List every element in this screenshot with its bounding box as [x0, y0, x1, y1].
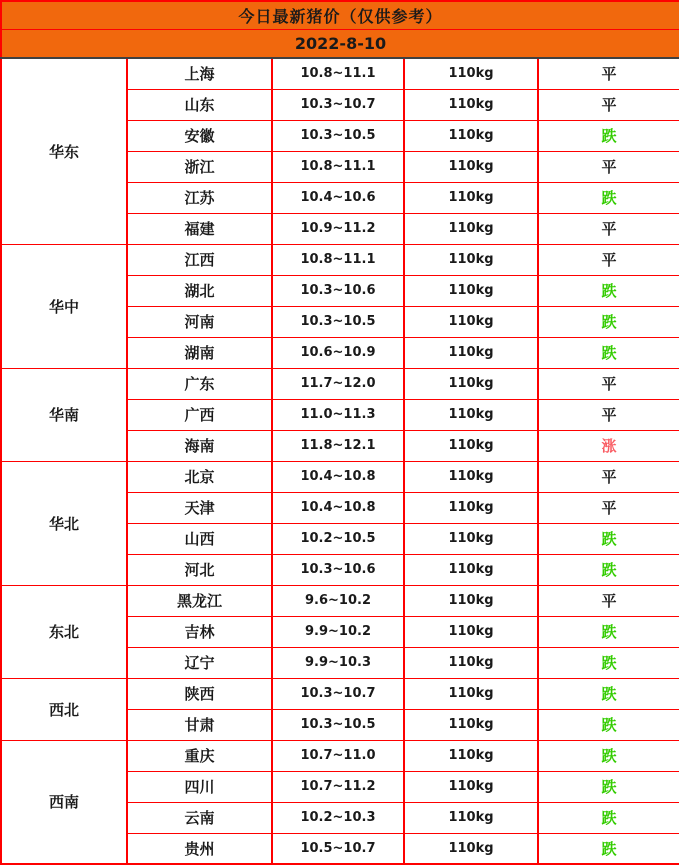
province-cell: 广东 [127, 368, 272, 399]
table-row [1, 244, 679, 275]
trend-cell: 平 [538, 151, 679, 182]
price-table-body [1, 58, 679, 864]
weight-cell: 110kg [404, 771, 538, 802]
trend-cell: 跌 [538, 182, 679, 213]
weight-cell: 110kg [404, 802, 538, 833]
province-cell: 辽宁 [127, 647, 272, 678]
trend-cell: 跌 [538, 647, 679, 678]
price-cell: 10.8~11.1 [272, 58, 404, 89]
price-cell: 9.9~10.3 [272, 647, 404, 678]
weight-cell: 110kg [404, 58, 538, 89]
price-cell: 10.3~10.6 [272, 554, 404, 585]
trend-cell: 平 [538, 492, 679, 523]
weight-cell: 110kg [404, 678, 538, 709]
price-cell: 10.6~10.9 [272, 337, 404, 368]
price-cell: 10.4~10.6 [272, 182, 404, 213]
province-cell: 海南 [127, 430, 272, 461]
province-cell: 吉林 [127, 616, 272, 647]
trend-cell: 平 [538, 461, 679, 492]
trend-cell: 跌 [538, 802, 679, 833]
trend-cell: 涨 [538, 430, 679, 461]
province-cell: 四川 [127, 771, 272, 802]
weight-cell: 110kg [404, 275, 538, 306]
region-cell: 华中 [1, 244, 127, 368]
trend-cell: 跌 [538, 275, 679, 306]
table-title: 今日最新猪价（仅供参考） [1, 1, 679, 30]
weight-cell: 110kg [404, 306, 538, 337]
table-row [1, 740, 679, 771]
weight-cell: 110kg [404, 430, 538, 461]
trend-cell: 平 [538, 244, 679, 275]
trend-cell: 跌 [538, 678, 679, 709]
trend-cell: 跌 [538, 709, 679, 740]
trend-cell: 平 [538, 213, 679, 244]
region-cell: 华北 [1, 461, 127, 585]
table-row [1, 368, 679, 399]
price-cell: 11.8~12.1 [272, 430, 404, 461]
trend-cell: 跌 [538, 616, 679, 647]
weight-cell: 110kg [404, 833, 538, 864]
province-cell: 广西 [127, 399, 272, 430]
weight-cell: 110kg [404, 616, 538, 647]
province-cell: 江苏 [127, 182, 272, 213]
price-cell: 10.5~10.7 [272, 833, 404, 864]
province-cell: 湖南 [127, 337, 272, 368]
weight-cell: 110kg [404, 182, 538, 213]
province-cell: 甘肃 [127, 709, 272, 740]
price-cell: 10.3~10.5 [272, 120, 404, 151]
price-cell: 10.4~10.8 [272, 492, 404, 523]
title-row [1, 1, 679, 30]
weight-cell: 110kg [404, 492, 538, 523]
province-cell: 河南 [127, 306, 272, 337]
weight-cell: 110kg [404, 523, 538, 554]
table-date: 2022-8-10 [1, 30, 679, 59]
trend-cell: 跌 [538, 740, 679, 771]
weight-cell: 110kg [404, 647, 538, 678]
province-cell: 山西 [127, 523, 272, 554]
table-row [1, 461, 679, 492]
trend-cell: 跌 [538, 833, 679, 864]
province-cell: 河北 [127, 554, 272, 585]
region-cell: 华南 [1, 368, 127, 461]
price-cell: 9.9~10.2 [272, 616, 404, 647]
region-cell: 西北 [1, 678, 127, 740]
trend-cell: 平 [538, 58, 679, 89]
price-cell: 10.3~10.5 [272, 709, 404, 740]
province-cell: 湖北 [127, 275, 272, 306]
price-cell: 10.3~10.6 [272, 275, 404, 306]
weight-cell: 110kg [404, 740, 538, 771]
price-cell: 10.7~11.2 [272, 771, 404, 802]
province-cell: 陕西 [127, 678, 272, 709]
province-cell: 贵州 [127, 833, 272, 864]
province-cell: 北京 [127, 461, 272, 492]
weight-cell: 110kg [404, 554, 538, 585]
trend-cell: 平 [538, 368, 679, 399]
price-cell: 10.7~11.0 [272, 740, 404, 771]
price-cell: 11.0~11.3 [272, 399, 404, 430]
region-cell: 华东 [1, 58, 127, 244]
province-cell: 浙江 [127, 151, 272, 182]
price-cell: 10.3~10.7 [272, 89, 404, 120]
trend-cell: 跌 [538, 523, 679, 554]
trend-cell: 跌 [538, 771, 679, 802]
province-cell: 安徽 [127, 120, 272, 151]
weight-cell: 110kg [404, 585, 538, 616]
weight-cell: 110kg [404, 151, 538, 182]
province-cell: 福建 [127, 213, 272, 244]
table-row [1, 585, 679, 616]
table-row [1, 678, 679, 709]
trend-cell: 平 [538, 89, 679, 120]
weight-cell: 110kg [404, 461, 538, 492]
weight-cell: 110kg [404, 244, 538, 275]
province-cell: 重庆 [127, 740, 272, 771]
trend-cell: 跌 [538, 554, 679, 585]
weight-cell: 110kg [404, 368, 538, 399]
price-cell: 10.3~10.5 [272, 306, 404, 337]
region-cell: 西南 [1, 740, 127, 864]
price-cell: 10.3~10.7 [272, 678, 404, 709]
price-cell: 10.4~10.8 [272, 461, 404, 492]
weight-cell: 110kg [404, 399, 538, 430]
province-cell: 天津 [127, 492, 272, 523]
trend-cell: 跌 [538, 306, 679, 337]
trend-cell: 跌 [538, 337, 679, 368]
price-cell: 10.8~11.1 [272, 244, 404, 275]
table-row [1, 58, 679, 89]
province-cell: 黑龙江 [127, 585, 272, 616]
date-row [1, 30, 679, 59]
price-cell: 9.6~10.2 [272, 585, 404, 616]
price-cell: 11.7~12.0 [272, 368, 404, 399]
trend-cell: 跌 [538, 120, 679, 151]
weight-cell: 110kg [404, 120, 538, 151]
province-cell: 江西 [127, 244, 272, 275]
province-cell: 山东 [127, 89, 272, 120]
price-cell: 10.9~11.2 [272, 213, 404, 244]
weight-cell: 110kg [404, 337, 538, 368]
weight-cell: 110kg [404, 213, 538, 244]
price-cell: 10.2~10.5 [272, 523, 404, 554]
weight-cell: 110kg [404, 89, 538, 120]
province-cell: 上海 [127, 58, 272, 89]
trend-cell: 平 [538, 585, 679, 616]
trend-cell: 平 [538, 399, 679, 430]
price-cell: 10.2~10.3 [272, 802, 404, 833]
weight-cell: 110kg [404, 709, 538, 740]
price-cell: 10.8~11.1 [272, 151, 404, 182]
province-cell: 云南 [127, 802, 272, 833]
region-cell: 东北 [1, 585, 127, 678]
